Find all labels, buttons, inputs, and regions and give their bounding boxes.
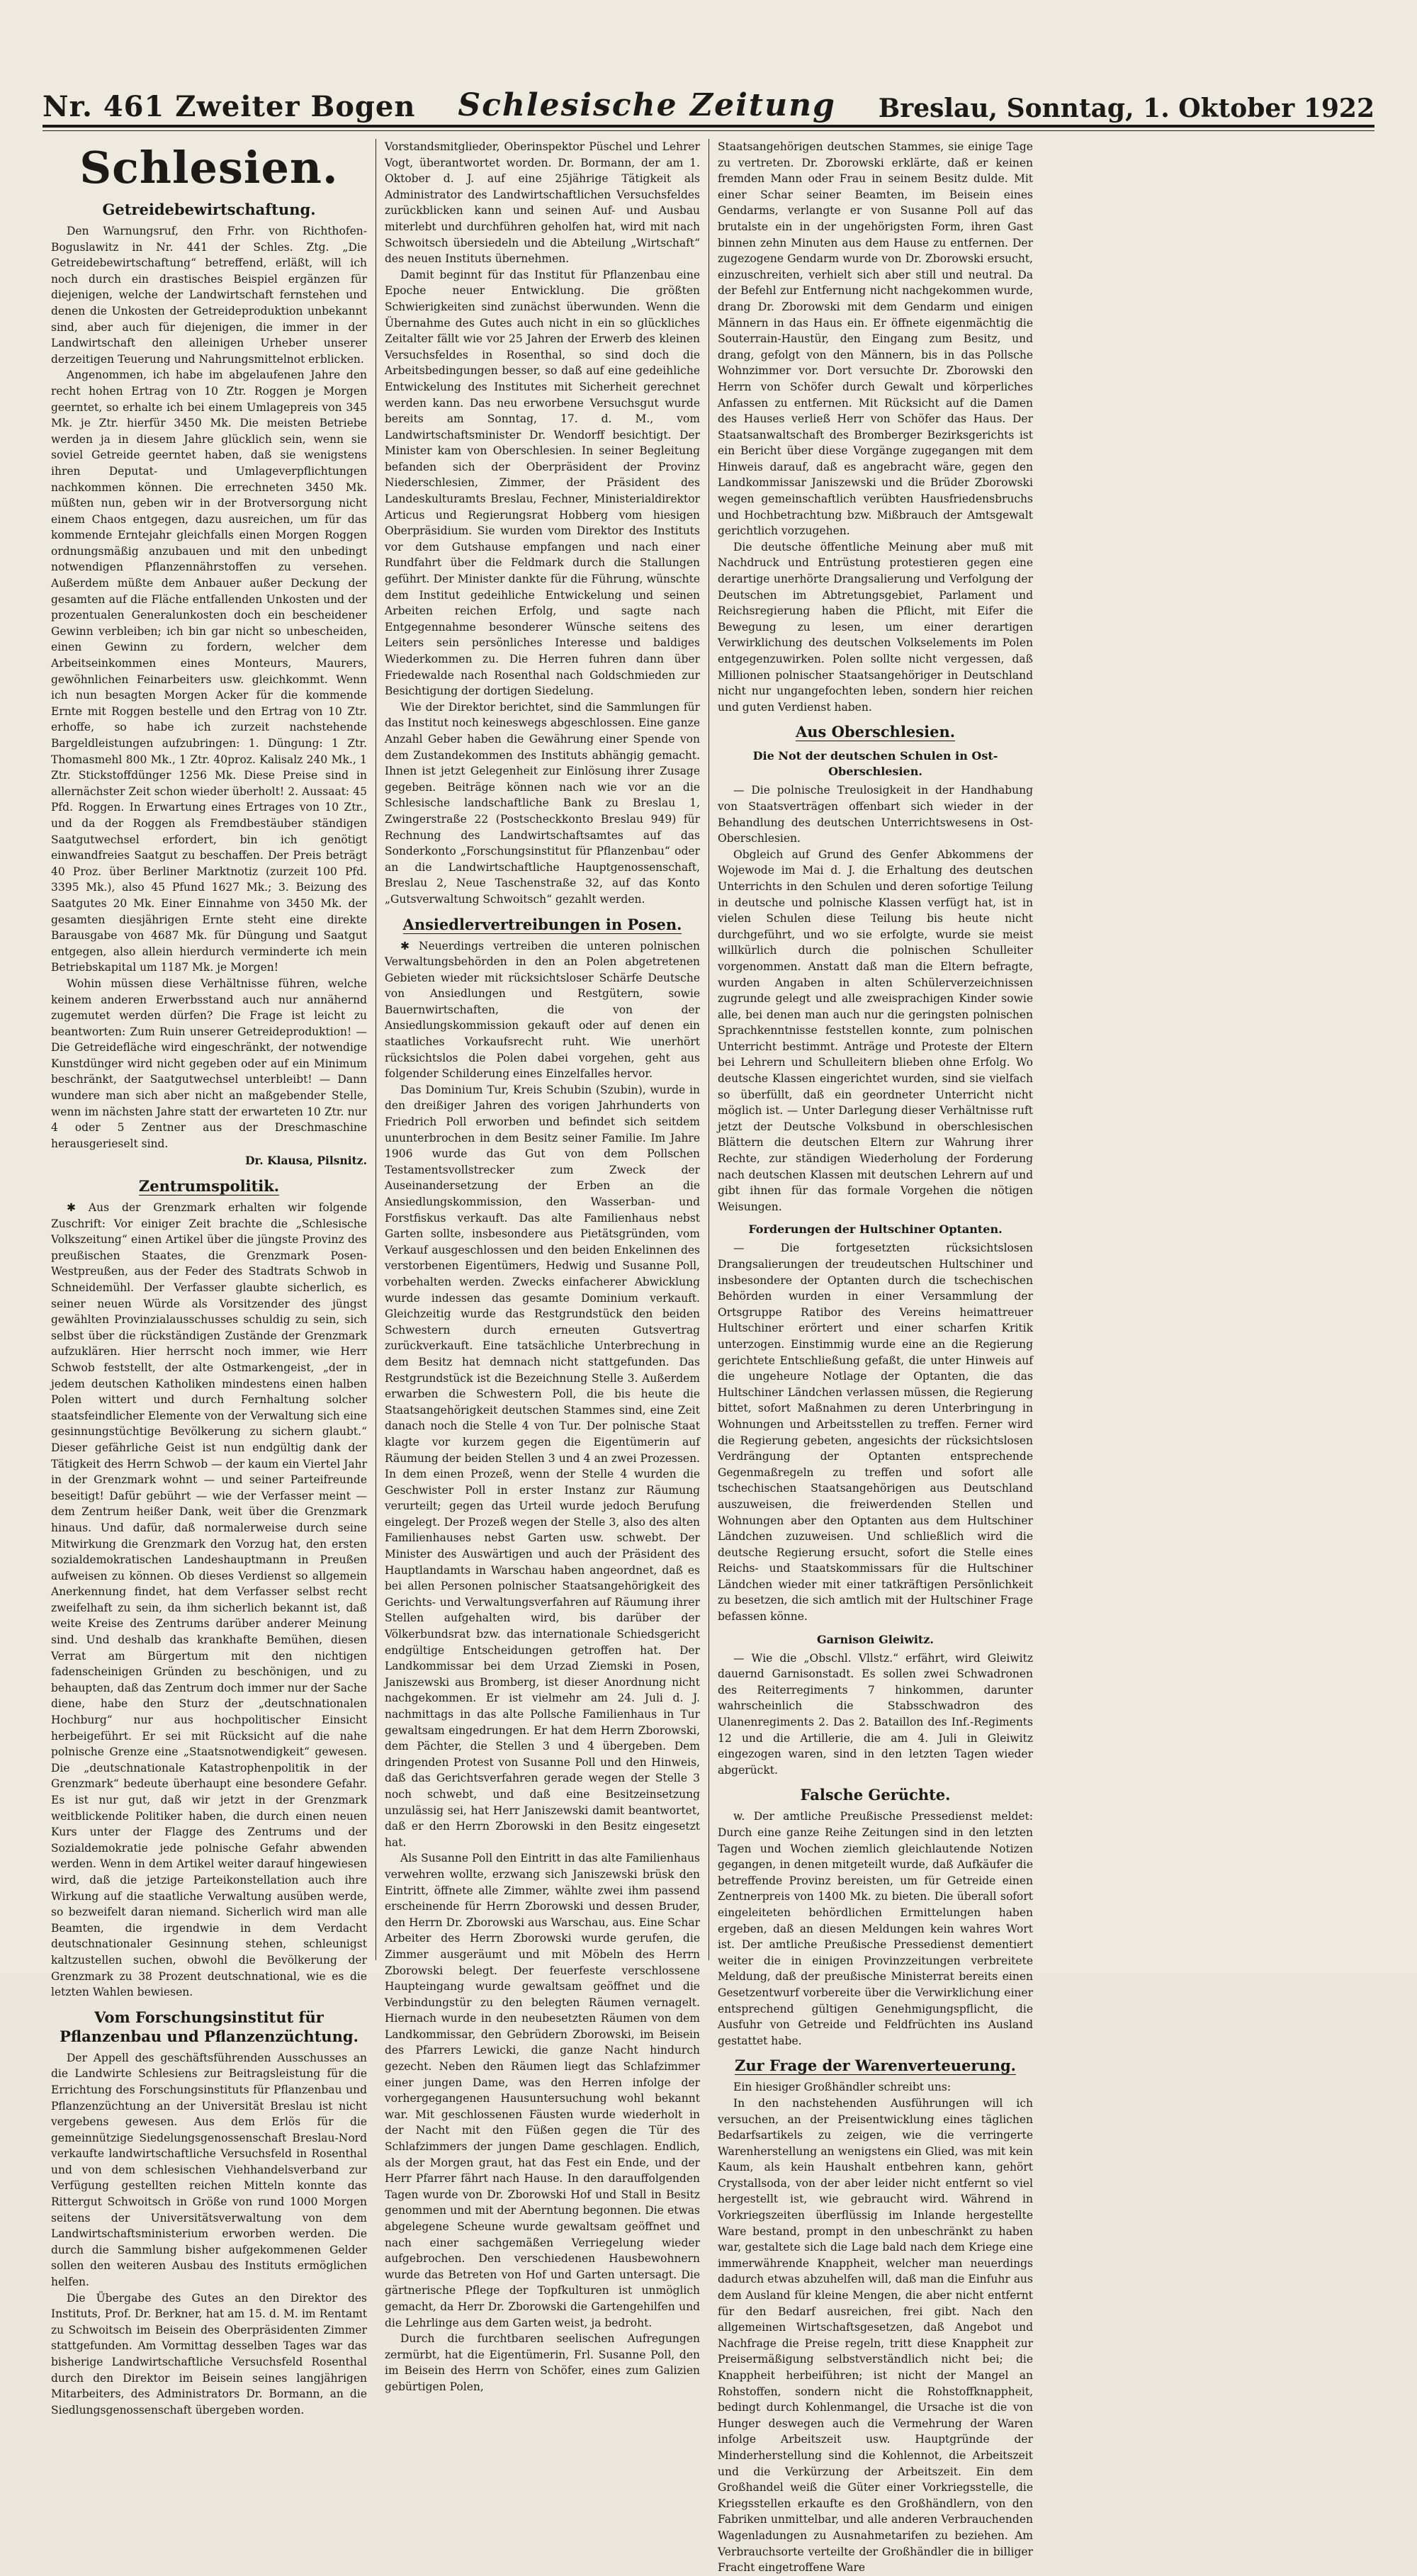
- article-paragraph: Die Übergabe des Gutes an den Direktor des Instituts, Prof. Dr. Berkner, hat am 15. d. M. im Rentamt zu Schwoitsch im Beisein des Oberpräsidenten Zimmer stattgefunden. Am Vormittag desselben Tages war das bisherige Landwirtschaftliche Versuchsfeld Rosenthal durch den Direktor im Beisein seines langjährigen Mitarbeiters, des Administrators Dr. Bormann, an die Siedlungsgenossenschaft übergeben worden.: [51, 2291, 367, 2417]
- article-paragraph: Der Appell des geschäftsführenden Ausschusses an die Landwirte Schlesiens zur Beitragsleistung für die Errichtung des Forschungsinstituts für Pflanzenbau und Pflanzenzüchtung an der Universität Breslau ist nicht vergebens gewesen. Aus dem Erlös für die gemeinnützige Siedelungsgenossenschaft Breslau-Nord verkaufte landwirtschaftliche Versuchsfeld in Rosenthal und von dem schlesischen Viehhandelsverband zur Verfügung gestellten reichen Mitteln konnte das Rittergut Schwoitsch in Größe von rund 1000 Morgen seitens der Universitätsverwaltung von dem Landwirtschaftsministerium erworben werden. Die durch die Sammlung bisher aufgekommenen Gelder sollen den weiteren Ausbau des Instituts ermöglichen helfen.: [51, 2051, 367, 2289]
- article-paragraph: In den nachstehenden Ausführungen will ich versuchen, an der Preisentwicklung eines täglichen Bedarfsartikels zu zeigen, wie die verringerte Warenherstellung an wenigstens ein Glied, was mit kein Kaum, als kein Haushalt entbehren kann, gehört Crystallsoda, von der aber leider nicht entfernt so viel hergestellt ist, wie gebraucht wird. Während in Vorkriegszeiten überflüssig im Inlande hergestellte Ware bestand, prompt in den unbeschränkt zu haben war, gestaltete sich die Lage bald nach dem Kriege eine immerwährende Knappheit, welcher man neuerdings dadurch etwas abzuhelfen will, daß man die Einfuhr aus dem Ausland für kleine Mengen, die aber nicht entfernt für den Bedarf ausreichen, frei gibt. Nach den allgemeinen Wirtschaftsgesetzen, daß Angebot und Nachfrage die Preise regeln, tritt diese Knappheit zur Preisermäßigung selbstverständlich nicht bei; die Knappheit herbeiführen; ist nicht der Mangel an Rohstoffen, sondern nicht die Rohstoffknappheit, bedingt durch Kohlenmangel, die Ursache ist die von Hunger deswegen auch die Vermehrung der Waren infolge Arbeitszeit usw. Hauptgründe der Minderherstellung sind die Kohlennot, die Arbeitszeit und die Verkürzung der Arbeitszeit. Ein dem Großhandel weiß die Güter einer Vorkriegsstelle, die Kriegsstellen erkaufte es den Großhändlern, von den Fabriken unmittelbar, und alle anderen Verbrauchenden Wagenladungen zu Ausnahmetarifen zu beziehen. Am Verbrauchsorte verteilte der Großhändler die in billiger Fracht eingetroffene Ware: [718, 2096, 1033, 2575]
- article-paragraph: Angenommen, ich habe im abgelaufenen Jahre den recht hohen Ertrag von 10 Ztr. Roggen je Morgen geerntet, so erhalte ich bei einem Umlagepreis von 345 Mk. je Ztr. hierfür 3450 Mk. Die meisten Betriebe werden ja in diesem Jahre glücklich sein, wenn sie soviel Getreide geerntet haben, daß sie wenigstens ihren Deputat- und Umlageverpflichtungen nachkommen können. Die errechneten 3450 Mk. müßten nun, geben wir in der Brotversorgung nicht einem Chaos entgegen, dazu ausreichen, um für das kommende Erntejahr gleichfalls einen Morgen Roggen ordnungsmäßig anzubauen und mit den unbedingt notwendigen Pflanzennährstoffen zu versehen. Außerdem müßte dem Anbauer außer Deckung der gesamten auf die Fläche entfallenden Unkosten und der prozentualen Generalunkosten doch ein bescheidener Gewinn verbleiben; ich bin gar nicht so unbescheiden, einen Gewinn zu fordern, welcher dem Arbeitseinkommen eines Monteurs, Maurers, gewöhnlichen Feinarbeiters usw. gleichkommt. Wenn ich nun besagten Morgen Acker für die kommende Ernte mit Roggen bestelle und den Ertrag von 10 Ztr. erhoffe, so habe ich zurzeit nachstehende Bargeldleistungen aufzubringen: 1. Düngung: 1 Ztr. Thomasmehl 800 Mk., 1 Ztr. 40proz. Kalisalz 240 Mk., 1 Ztr. Stickstoffdünger 1256 Mk. Diese Preise sind in allernächster Zeit schon wieder überholt! 2. Aussaat: 45 Pfd. Roggen. In Erwartung eines Ertrages von 10 Ztr., und da der Roggen als Fremdbestäuber ständigen Saatgutwechsel erfordert, bin ich genötigt einwandfreies Saatgut zu beschaffen. Der Preis beträgt 40 Proz. über Berliner Marktnotiz (zurzeit 100 Pfd. 3395 Mk.), also 45 Pfund 1627 Mk.; 3. Beizung des Saatgutes 20 Mk. Einer Einnahme von 3450 Mk. der gesamten diesjährigen Ernte steht eine direkte Barausgabe von 4687 Mk. für Düngung und Saatgut entgegen, also allein hierdurch verminderte ich mein Betriebskapital um 1187 Mk. je Morgen!: [51, 369, 367, 974]
- article-paragraph: — Die polnische Treulosigkeit in der Handhabung von Staatsverträgen offenbart sich wieder in der Behandlung des deutschen Unterrichtswesens in Ost-Oberschlesien.: [718, 784, 1033, 845]
- column-2: [376, 139, 708, 2393]
- article-paragraph: Ein hiesiger Großhändler schreibt uns:: [733, 2081, 952, 2094]
- article-title-text: Zentrumspolitik.: [138, 1177, 280, 1196]
- article-paragraph: Durch die furchtbaren seelischen Aufregungen zermürbt, hat die Eigentümerin, Frl. Susanne Poll, den im Beisein des Herrn von Schöfer, eines zum Galizien gebürtigen Polen,: [385, 2332, 700, 2393]
- article-paragraph: Wie der Direktor berichtet, sind die Sammlungen für das Institut noch keineswegs abgeschlossen. Eine ganze Anzahl Geber haben die Gewährung einer Spende von dem Zustandekommen des Instituts abhängig gemacht. Ihnen ist jetzt Gelegenheit zur Einlösung ihrer Zusage gegeben. Beiträge können nach wie vor an die Schlesische landschaftliche Bank zu Breslau 1, Zwingerstraße 22 (Postscheckkonto Breslau 949) für Rechnung des Landwirtschaftsamtes auf das Sonderkonto „Forschungsinstitut für Pflanzenbau“ oder an die Landwirtschaftliche Hauptgenossenschaft, Breslau 2, Neue Taschenstraße 32, auf das Konto „Gutsverwaltung Schwoitsch“ gezahlt werden.: [385, 700, 700, 906]
- article-columns: [43, 139, 1374, 2575]
- masthead: [43, 84, 1374, 123]
- newspaper-title: Schlesische Zeitung: [458, 87, 836, 123]
- article-paragraph: Das Dominium Tur, Kreis Schubin (Szubin), wurde in den dreißiger Jahren des vorigen Jahrhunderts von Friedrich Poll erworben und befindet sich seitdem ununterbrochen in dem Besitz seiner Familie. Im Jahre 1906 wurde das Gut von dem Pollschen Testamentsvollstrecker zum Zweck der Auseinandersetzung der Erben an die Ansiedlungskommission, den Wasserban- und Forstfiskus verkauft. Das alte Familienhaus nebst Garten sollte, insbesondere aus Pietätsgründen, vom Verkauf ausgeschlossen und den beiden Enkelinnen des verstorbenen Eigentümers, Hedwig und Susanne Poll, vorbehalten werden. Zwecks einfacherer Abwicklung wurde indessen das gesamte Dominium verkauft. Gleichzeitig wurde das Restgrundstück den beiden Schwestern durch erneuten Gutsvertrag zurückverkauft. Eine tatsächliche Unterbrechung in dem Besitz hat demnach nicht stattgefunden. Das Restgrundstück ist die Bezeichnung Stelle 3. Außerdem erwarben die Schwestern Poll, die bis heute die Staatsangehörigkeit deutschen Stammes sind, eine Zeit danach noch die Stelle 4 von Tur. Der polnische Staat klagte vor kurzem gegen die Eigentümerin auf Räumung der beiden Stellen 3 und 4 an zwei Prozessen. In dem einen Prozeß, wenn der Stelle 4 wurden die Geschwister Poll in erster Instanz zur Räumung verurteilt; gegen das Urteil wurde jedoch Berufung eingelegt. Der Prozeß wegen der Stelle 3, also des alten Familienhauses nebst Garten usw. schwebt. Der Minister des Auswärtigen und auch der Präsident des Hauptlandamts in Warschau haben angeordnet, daß es bei allen Personen polnischer Staatsangehörigkeit des Gerichts- und Verwaltungsverfahren auf Räumung ihrer Stellen aufgehalten wird, bis darüber der Völkerbundsrat bzw. das internationale Schiedsgericht endgültige Entscheidungen getroffen hat. Der Landkommissar bei dem Urzad Ziemski in Posen, Janiszewski aus Bromberg, ist dieser Anordnung nicht nachgekommen. Er ist vielmehr am 24. Juli d. J. nachmittags in das alte Pollsche Familienhaus in Tur gewaltsam eingedrungen. Er hat dem Herrn Zborowski, dem Pächter, die Stellen 3 und 4 übergeben. Dem dringenden Protest von Susanne Poll und den Hinweis, daß das Gerichtsverfahren gerade wegen der Stelle 3 noch schwebt, und daß eine Besitzeinsetzung unzulässig sei, hat Herr Janiszewski damit beantwortet, daß er den Herrn Zborowski in den Besitz eingesetzt hat.: [385, 1083, 700, 1849]
- article-title-geruechte: Falsche Gerüchte.: [800, 1786, 951, 1804]
- article-subtitle: Forderungen der Hultschiner Optanten.: [748, 1222, 1003, 1237]
- article-subtitle: Die Not der deutschen Schulen in Ost-Oberschlesien.: [752, 749, 998, 779]
- article-subtitle: Garnison Gleiwitz.: [817, 1632, 934, 1646]
- article-title-text: Ansiedlervertreibungen in Posen.: [402, 915, 682, 933]
- article-paragraph: w. Der amtliche Preußische Pressedienst meldet: Durch eine ganze Reihe Zeitungen sind in den letzten Tagen und Wochen ziemlich gleichlautende Notizen gegangen, in denen mitgeteilt wurde, daß Aufkäufer die betreffende Provinz bereisten, um für Getreide einen Zentnerpreis von 1400 Mk. zu bieten. Die überall sofort eingeleiteten behördlichen Ermittelungen haben ergeben, daß an diesen Meldungen kein wahres Wort ist. Der amtliche Preußische Pressedienst dementiert weiter die in einigen Provinzzeitungen verbreitete Meldung, daß der preußische Ministerrat bereits einen Gesetzentwurf vorbereite über die Verwirklichung einer entsprechend gültigen Genehmigungspflicht, die Ausfuhr von Getreide und Feldfrüchten ins Ausland gestattet habe.: [718, 1810, 1033, 2047]
- article-title-oberschlesien: [718, 722, 1033, 741]
- article-title-text: Aus Oberschlesien.: [795, 723, 956, 741]
- article-title-text: Zur Frage der Warenverteuerung.: [735, 2057, 1016, 2075]
- article-title-warenverteuerung: [718, 2056, 1033, 2075]
- article-paragraph: Den Warnungsruf, den Frhr. von Richthofen-Boguslawitz in Nr. 441 der Schles. Ztg. „Die Getreidebewirtschaftung“ betreffend, erläßt, will ich noch durch ein drastisches Beispiel ergänzen für diejenigen, welche der Landwirtschaft fernstehen und denen die Unkosten der Getreideproduktion unbekannt sind, aber auch für diejenigen, die immer in der Landwirtschaft den alleinigen Urheber unserer derzeitigen Teuerung und Nahrungsmittelnot erblicken.: [51, 225, 367, 366]
- article-paragraph: Staatsangehörigen deutschen Stammes, sie einige Tage zu vertreten. Dr. Zborowski erklärte, daß er keinen fremden Mann oder Frau in seinem Besitz dulde. Mit einer Schar seiner Beamten, im Beisein eines Gendarms, verlangte er von Susanne Poll auf das brutalste ein in der ungehörigsten Form, ihren Gast binnen zehn Minuten aus dem Hause zu entfernen. Der zugezogene Gendarm wurde von Dr. Zborowski ersucht, einzuschreiten, verhielt sich aber still und neutral. Da der Befehl zur Entfernung nicht nachgekommen wurde, drang Dr. Zborowski mit dem Gendarm und einigen Männern in das Haus ein. Er öffnete eigenmächtig die Souterrain-Haustür, den Eingang zum Besitz, und drang, gefolgt von den Männern, bis in das Pollsche Wohnzimmer vor. Dort versuchte Dr. Zborowski den Herrn von Schöfer durch Gewalt und körperliches Anfassen zu entfernen. Mit Rücksicht auf die Damen des Hauses verließ Herr von Schöfer das Haus. Der Staatsanwaltschaft des Bromberger Bezirksgerichts ist ein Bericht über diese Vorgänge zugegangen mit dem Hinweis darauf, daß es angebracht wäre, gegen den Landkommissar Janiszewski und die Brüder Zborowski wegen gemeinschaftlich verübten Hausfriedensbruchs und Hochbetrachtung bzw. Mißbrauch der Amtsgewalt gerichtlich vorzugehen.: [718, 140, 1033, 538]
- article-title-zentrum: [51, 1176, 367, 1196]
- article-title-forschung: Vom Forschungsinstitut für Pflanzenbau und Pflanzenzüchtung.: [60, 2008, 359, 2045]
- column-3: [708, 139, 1041, 2575]
- article-paragraph: Wohin müssen diese Verhältnisse führen, welche keinem anderen Erwerbsstand auch nur annähernd zugemutet werden dürfen? Die Frage ist leicht zu beantworten: Zum Ruin unserer Getreideproduktion! — Die Getreidefläche wird eingeschränkt, der notwendige Kunstdünger wird nicht gegeben oder auf ein Minimum beschränkt, der Saatgutwechsel unterbleibt! — Dann wundere man sich aber nicht an maßgebender Stelle, wenn im nächsten Jahre statt der erwarteten 10 Ztr. nur 4 oder 5 Zentner aus der Dreschmaschine herausgerieselt sind.: [51, 977, 367, 1150]
- article-paragraph: — Die fortgesetzten rücksichtslosen Drangsalierungen der treudeutschen Hultschiner und insbesondere der Optanten durch die tschechischen Behörden wurden in einer Versammlung der Ortsgruppe Ratibor des Vereins heimattreuer Hultschiner erörtert und einer scharfen Kritik unterzogen. Einstimmig wurde eine an die Regierung gerichtete Entschließung gefaßt, die unter Hinweis auf die ungeheure Notlage der Optanten, die das Hultschiner Ländchen verlassen müssen, die Regierung bittet, sofort Maßnahmen zu deren Unterbringung in Wohnungen und Arbeitsstellen zu treffen. Ferner wird die Regierung gebeten, angesichts der rücksichtslosen Verdrängung der Optanten entsprechende Gegenmaßregeln zu treffen und sofort alle tschechischen Staatsangehörigen aus Deutschland auszuweisen, die freiwerdenden Stellen und Wohnungen aber den Optanten aus dem Hultschiner Ländchen zuzuweisen. Und schließlich wird die deutsche Regierung ersucht, sofort die Stelle eines Reichs- und Staatskommissars für die Hultschiner Ländchen wieder mit einer tatkräftigen Persönlichkeit zu besetzen, die sich amtlich mit der Hultschiner Frage befassen könne.: [718, 1242, 1033, 1624]
- article-paragraph: Obgleich auf Grund des Genfer Abkommens der Wojewode im Mai d. J. die Erhaltung des deutschen Unterrichts in den Schulen und deren sofortige Teilung in deutsche und polnische Klassen verfügt hat, ist in vielen Schulen diese Teilung bis heute nicht durchgeführt, und wo sie erfolgte, wurde sie meist willkürlich durch die polnischen Schulleiter vorgenommen. Anstatt daß man die Eltern befragte, wurden Angaben in alten Schülerverzeichnissen zugrunde gelegt und alle zweisprachigen Kinder sowie alle, bei denen man auch nur die geringsten polnischen Sprachkenntnisse feststellen konnte, zum polnischen Unterricht bestimmt. Anträge und Proteste der Eltern bei Lehrern und Schulleitern blieben ohne Erfolg. Wo deutsche Klassen eingerichtet wurden, sind sie vielfach so überfüllt, daß ein geordneter Unterricht nicht möglich ist. — Unter Darlegung dieser Verhältnisse ruft jetzt der Deutsche Volksbund in oberschlesischen Blättern die deutschen Eltern zur Wahrung ihrer Rechte, zur ständigen Wiederholung der Forderung nach deutschen Klassen mit deutschen Lehrern auf und gibt ihnen für das formale Vorgehen die nötigen Weisungen.: [718, 848, 1033, 1213]
- article-paragraph: Als Susanne Poll den Eintritt in das alte Familienhaus verwehren wollte, erzwang sich Janiszewski brüsk den Eintritt, öffnete alle Zimmer, wählte zwei ihm passend erscheinende für Herrn Zborowski und dessen Bruder, den Herrn Dr. Zborowski aus Warschau, aus. Eine Schar Arbeiter des Herrn Zborowski wurde gerufen, die Zimmer ausgeräumt und mit Möbeln des Herrn Zborowski belegt. Der feuerfeste verschlossene Haupteingang wurde gewaltsam geöffnet und die Verbindungstür zu den belegten Räumen vernagelt. Hiernach wurde in den neubesetzten Räumen von dem Landkommissar, den Gebrüdern Zborowski, im Beisein des Pfarrers Lewicki, die ganze Nacht hindurch gezecht. Neben den Räumen liegt das Schlafzimmer einer jungen Dame, was den Herren infolge der vorhergegangenen Hausuntersuchung wohl bekannt war. Mit geschlossenen Fäusten wurde wiederholt in der Nacht mit den Füßen gegen die Tür des Schlafzimmers der jungen Dame geschlagen. Endlich, als der Morgen graut, hat das Fest ein Ende, und der Herr Pfarrer fährt nach Hause. In den darauffolgenden Tagen wurde von Dr. Zborowski Hof und Stall in Besitz genommen und mit der Aberntung begonnen. Die etwas abgelegene Scheune wurde gewaltsam geöffnet und nach einer sachgemäßen Verriegelung wieder aufgebrochen. Den verschiedenen Hausbewohnern wurde das Betreten von Hof und Garten untersagt. Die gärtnerische Pflege der Topfkulturen ist unmöglich gemacht, da Herr Dr. Zborowski die Gartengehilfen und die Lehrlinge aus dem Garten weist, ja bedroht.: [385, 1852, 700, 2329]
- article-title-ansiedler: [385, 915, 700, 934]
- masthead-rule-thin: [43, 130, 1374, 131]
- masthead-rule: [43, 125, 1374, 128]
- issue-date: Breslau, Sonntag, 1. Oktober 1922: [878, 94, 1374, 123]
- article-paragraph: Die deutsche öffentliche Meinung aber muß mit Nachdruck und Entrüstung protestieren gegen eine derartige unerhörte Drangsalierung und Verfolgung der Deutschen im Abtretungsgebiet, Parlament und Reichsregierung haben die Pflicht, mit Eifer die Bewegung zu lesen, um einer derartigen Verwirklichung des deutschen Volkselements im Polen entgegenzuwirken. Polen sollte nicht vergessen, daß Millionen polnischer Staatsangehöriger in Deutschland nicht nur ungangefochten leben, sondern hier reichen und guten Verdienst haben.: [718, 540, 1033, 714]
- section-title: Schlesien.: [79, 142, 339, 193]
- article-paragraph: — Wie die „Obschl. Vllstz.“ erfährt, wird Gleiwitz dauernd Garnisonstadt. Es sollen zwei Schwadronen des Reiterregiments 7 hinkommen, darunter wahrscheinlich die Stabsschwadron des Ulanenregiments 2. Das 2. Bataillon des Inf.-Regiments 12 und die Artillerie, die am 4. Juli in Gleiwitz eingezogen waren, sind in den letzten Tagen wieder abgerückt.: [718, 1651, 1033, 1777]
- article-title-getreide: Getreidebewirtschaftung.: [102, 201, 316, 218]
- article-paragraph: ✱ Neuerdings vertreiben die unteren polnischen Verwaltungsbehörden in den an Polen abgetretenen Gebieten wieder mit rücksichtsloser Schärfe Deutsche von Ansiedlungen und Restgütern, sowie Bauernwirtschaften, die von der Ansiedlungskommission gekauft oder auf denen ein staatliches Vorkaufsrecht ruht. Wie unerhört rücksichtslos die Polen dabei vorgehen, geht aus folgender Schilderung eines Einzelfalles hervor.: [385, 939, 700, 1081]
- article-paragraph: Vorstandsmitglieder, Oberinspektor Püschel und Lehrer Vogt, überantwortet worden. Dr. Bormann, der am 1. Oktober d. J. auf eine 25jährige Tätigkeit als Administrator des Landwirtschaftlichen Versuchsfeldes zurückblicken kann und seinen Auf- und Ausbau miterlebt und durchführen geholfen hat, wird mit nach Schwoitsch übersiedeln und die Abteilung „Wirtschaft“ des neuen Instituts übernehmen.: [385, 140, 700, 266]
- article-paragraph: ✱ Aus der Grenzmark erhalten wir folgende Zuschrift: Vor einiger Zeit brachte die „Schlesische Volkszeitung“ einen Artikel über die jüngste Provinz des preußischen Staates, die Grenzmark Posen-Westpreußen, aus der Feder des Stadtrats Schwob in Schneidemühl. Der Verfasser glaubte sicherlich, es seiner neuen Würde als Vorsitzender des jüngst gewählten Provinzialausschusses schuldig zu sein, sich selbst über die rückständigen Zustände der Grenzmark aufzuklären. Hier herrscht noch immer, wie Herr Schwob feststellt, der alte Ostmarkengeist, „der in jedem deutschen Katholiken mindestens einen halben Polen wittert und durch Fernhaltung solcher staatsfeindlicher Elemente von der Verwaltung sich eine gesinnungstüchtige Bevölkerung zu sichern glaubt.“ Dieser gefährliche Geist ist nun endgültig dank der Tätigkeit des Herrn Schwob — der kaum ein Viertel Jahr in der Grenzmark wohnt — und seiner Parteifreunde beseitigt! Dafür gebührt — wie der Verfasser meint — dem Zentrum heißer Dank, weit über die Grenzmark hinaus. Und dafür, daß normalerweise durch seine Mitwirkung die Grenzmark den Vorzug hat, den ersten sozialdemokratischen Landeshauptmann in Preußen aufweisen zu können. Ob dieses Verdienst so allgemein Anerkennung findet, hat dem Verfasser selbst recht zweifelhaft zu sein, da ihm sicherlich bekannt ist, daß weite Kreise des Zentrums darüber anderer Meinung sind. Und deshalb das krankhafte Bemühen, diesen Verrat am Bürgertum mit den nichtigen fadenscheinigen Gründen zu beschönigen, und zu behaupten, daß das Zentrum doch immer nur der Sache diene, habe den Sturz der „deutschnationalen Hochburg“ nur aus hochpolitischer Einsicht herbeigeführt. Er sei mit Rücksicht auf die nahe polnische Grenze eine „Staatsnotwendigkeit“ gewesen. Die „deutschnationale Katastrophenpolitik in der Grenzmark“ bedeute überhaupt eine besondere Gefahr. Es ist nur gut, daß wir jetzt in der Grenzmark weitblickende Politiker haben, die durch einen neuen Kurs unter der Flagge des Zentrums und der Sozialdemokratie jede polnische Gefahr abwenden werden. Wenn in dem Artikel weiter darauf hingewiesen wird, daß die jetzige Parteikonstellation auch ihre Wirkung auf die staatliche Verwaltung ausüben werde, so bezweifelt daran niemand. Sicherlich wird man alle Beamten, die irgendwie in dem Verdacht deutschnationaler Gesinnung stehen, schleunigst kaltzustellen suchen, obwohl die Bevölkerung der Grenzmark zu 38 Prozent deutschnational, wie es die letzten Wahlen bewiesen.: [51, 1201, 367, 1999]
- article-signature: Dr. Klausa, Pilsnitz.: [245, 1154, 367, 1168]
- article-paragraph: Damit beginnt für das Institut für Pflanzenbau eine Epoche neuer Entwicklung. Die größten Schwierigkeiten sind zunächst überwunden. Wenn die Übernahme des Gutes auch nicht in ein so glückliches Zeitalter fällt wie vor 25 Jahren der Erwerb des kleinen Versuchsfeldes in Rosenthal, so sind doch die Arbeitsbedingungen besser, so daß auf eine gedeihliche Entwickelung des Institutes mit Sicherheit gerechnet werden kann. Das neu erworbene Versuchsgut wurde bereits am Sonntag, 17. d. M., vom Landwirtschaftsminister Dr. Wendorff besichtigt. Der Minister kam von Oberschlesien. In seiner Begleitung befanden sich der Oberpräsident der Provinz Niederschlesien, Zimmer, der Präsident des Landeskulturamts Breslau, Fechner, Ministerialdirektor Articus und Regierungsrat Hobberg vom hiesigen Oberpräsidium. Sie wurden vom Direktor des Instituts vor dem Gutshause empfangen und nach einer Rundfahrt über die Feldmark durch die Stallungen geführt. Der Minister dankte für die Führung, wünschte dem Institut gedeihliche Entwickelung und seinen Arbeiten reichen Erfolg, und sagte nach Entgegennahme besonderer Wünsche seitens des Leiters sein persönliches Interesse und baldiges Wiederkommen zu. Die Herren fuhren dann über Friedewalde nach Rosenthal nach Goldschmieden zur Besichtigung der dortigen Siedelung.: [385, 268, 700, 698]
- issue-number: Nr. 461 Zweiter Bogen: [43, 90, 416, 123]
- column-1: [43, 139, 376, 2417]
